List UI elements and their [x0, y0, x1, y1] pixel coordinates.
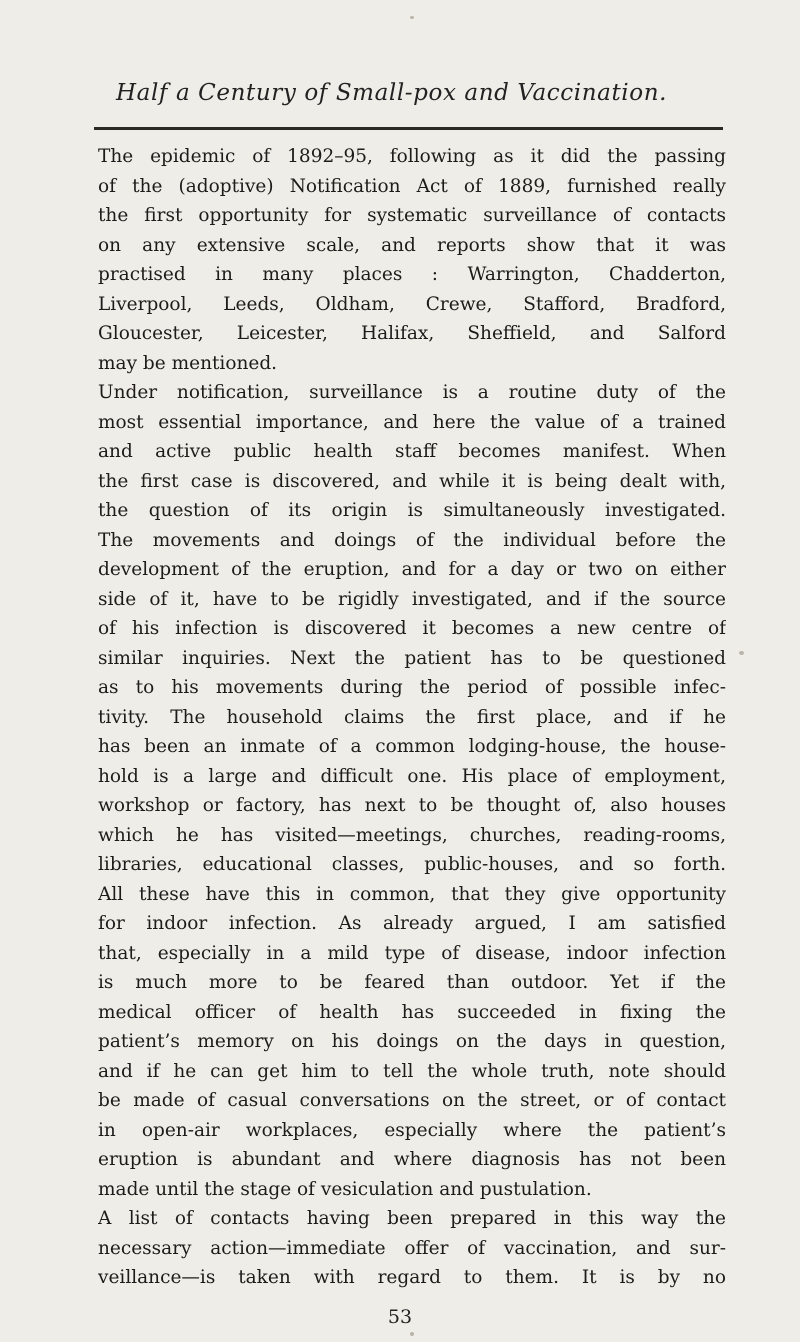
text-line: The epidemic of 1892–95, following as it did the passing [98, 146, 726, 167]
text-line: development of the eruption, and for a day or two on either [98, 559, 726, 580]
text-line: veillance—is taken with regard to them. It is by no [98, 1267, 726, 1288]
text-line: A list of contacts having been prepared in this way the [98, 1208, 726, 1229]
paper-speck [410, 16, 414, 19]
body-text [98, 142, 726, 1293]
text-line: and if he can get him to tell the whole truth, note should [98, 1060, 726, 1082]
running-head: Half a Century of Small-pox and Vaccination. [116, 80, 668, 106]
text-line: workshop or factory, has next to be thought of, also houses [98, 795, 726, 816]
text-line: has been an inmate of a common lodging-house, the house- [98, 736, 726, 757]
text-line: which he has visited—meetings, churches, reading-rooms, [98, 824, 726, 846]
text-line: practised in many places : Warrington, Chadderton, [98, 264, 726, 285]
text-line: in open-air workplaces, especially where the patient’s [98, 1119, 726, 1141]
text-line: All these have this in common, that they give opportunity [98, 883, 726, 905]
text-line: be made of casual conversations on the street, or of contact [98, 1090, 726, 1111]
text-line: libraries, educational classes, public-houses, and so forth. [98, 854, 726, 875]
page-number: 53 [387, 1306, 413, 1328]
text-line: of his infection is discovered it becomes a new centre of [98, 618, 726, 639]
text-line: the question of its origin is simultaneously investigated. [98, 500, 726, 521]
text-line: made until the stage of vesiculation and pustulation. [98, 1178, 592, 1200]
header-rule [94, 127, 723, 130]
text-line: the first opportunity for systematic surveillance of contacts [98, 205, 726, 226]
text-line: medical officer of health has succeeded in fixing the [98, 1001, 726, 1023]
text-line: Liverpool, Leeds, Oldham, Crewe, Stafford, Bradford, [98, 293, 726, 315]
text-line: as to his movements during the period of possible infec- [98, 677, 726, 698]
text-line: on any extensive scale, and reports show that it was [98, 234, 726, 256]
text-line: most essential importance, and here the value of a trained [98, 411, 726, 433]
text-line: similar inquiries. Next the patient has to be questioned [98, 647, 726, 669]
text-line: tivity. The household claims the first place, and if he [98, 706, 726, 728]
paper-speck [410, 1332, 414, 1336]
text-line: hold is a large and difficult one. His place of employment, [98, 765, 726, 787]
text-line: eruption is abundant and where diagnosis has not been [98, 1149, 726, 1170]
text-line: is much more to be feared than outdoor. Yet if the [98, 972, 726, 993]
text-line: may be mentioned. [98, 352, 278, 374]
paper-speck [739, 651, 744, 655]
text-line: Gloucester, Leicester, Halifax, Sheffield, and Salford [98, 323, 726, 344]
text-line: necessary action—immediate offer of vaccination, and sur- [98, 1237, 726, 1259]
text-line: that, especially in a mild type of disease, indoor infection [98, 942, 726, 964]
text-line: Under notification, surveillance is a routine duty of the [98, 382, 726, 403]
text-line: side of it, have to be rigidly investigated, and if the source [98, 588, 726, 610]
text-line: of the (adoptive) Notification Act of 1889, furnished really [98, 175, 726, 197]
text-line: The movements and doings of the individual before the [98, 529, 726, 551]
text-line: for indoor infection. As already argued, I am satisfied [98, 913, 726, 934]
text-line: and active public health staff becomes manifest. When [98, 441, 726, 462]
text-line: patient’s memory on his doings on the days in question, [98, 1031, 726, 1052]
text-line: the first case is discovered, and while it is being dealt with, [98, 470, 726, 492]
